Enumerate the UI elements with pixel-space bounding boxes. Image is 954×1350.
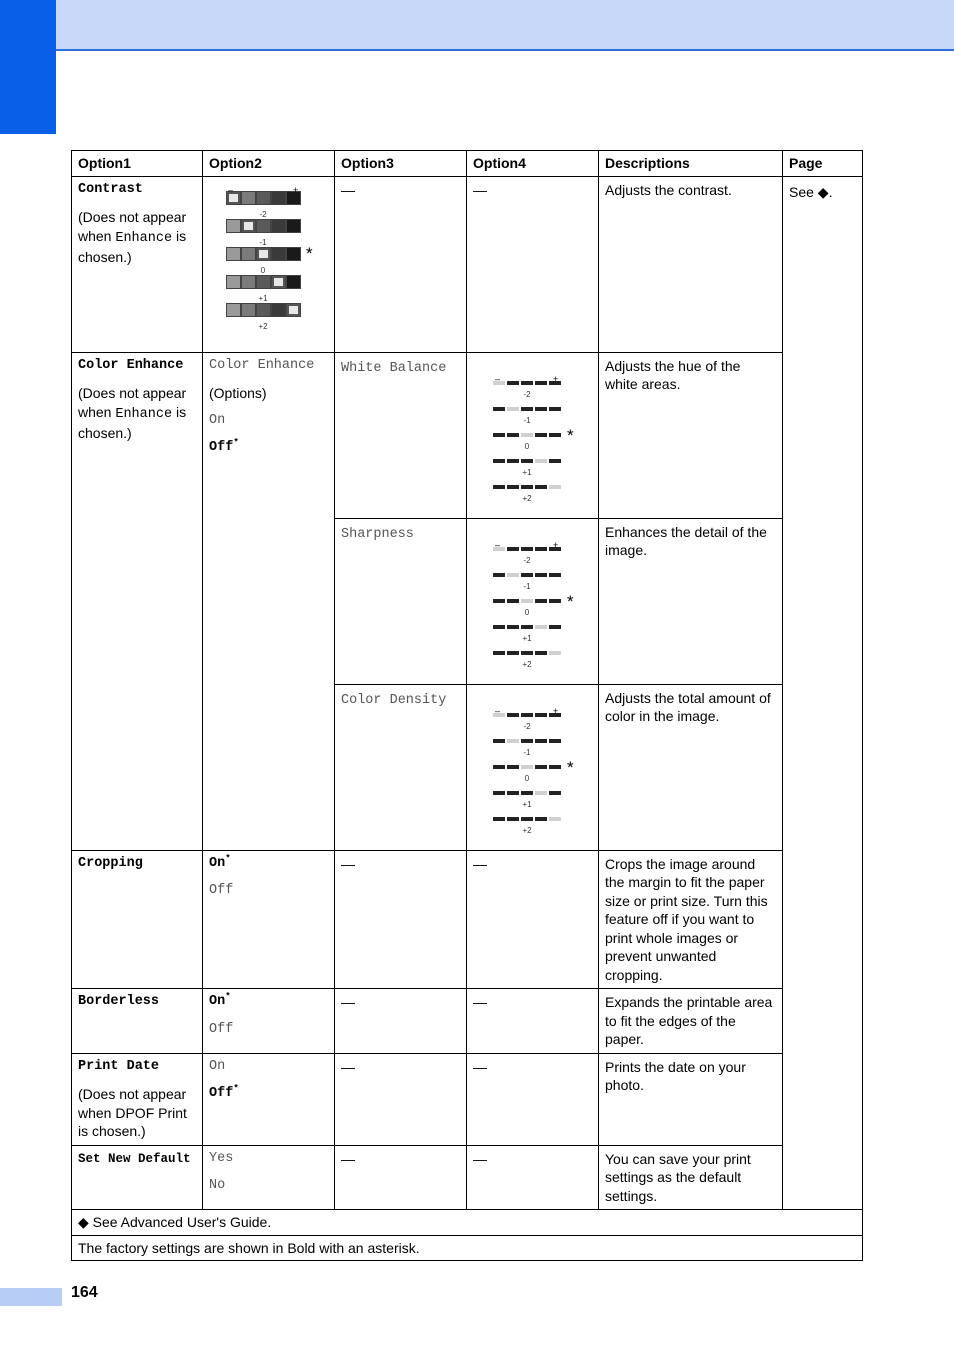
- level-label: -2: [523, 555, 531, 565]
- level-label: +2: [522, 825, 532, 835]
- white-balance-levels-cell: [467, 352, 599, 518]
- level-label: -1: [523, 415, 531, 425]
- option3-cell: —: [335, 1145, 467, 1210]
- minus-icon: –: [495, 373, 501, 384]
- contrast-swatch: [226, 219, 241, 233]
- contrast-level: [226, 184, 328, 219]
- level-segment: [549, 625, 561, 629]
- plus-icon: +: [553, 539, 559, 550]
- level-segment: [549, 459, 561, 463]
- col-header-option2: Option2: [203, 151, 335, 177]
- level-segment: [549, 599, 561, 603]
- chapter-tab: [0, 0, 56, 134]
- footnote-factory-settings: The factory settings are shown in Bold with an asterisk.: [72, 1235, 863, 1261]
- contrast-swatch: [286, 303, 301, 317]
- contrast-level-graphics: [209, 181, 328, 331]
- level-segment: [521, 407, 533, 411]
- level-segment: [535, 713, 547, 717]
- level-segment: [521, 573, 533, 577]
- contrast-swatch: [241, 219, 256, 233]
- level-segment: [549, 433, 561, 437]
- page-ref-cell: [783, 684, 863, 850]
- level-segment: [549, 765, 561, 769]
- level-slider: [493, 757, 592, 791]
- option-off-default: Off*: [209, 1083, 239, 1101]
- cropping-label: Cropping: [78, 855, 143, 871]
- contrast-swatch: [271, 191, 286, 205]
- contrast-swatch: [286, 247, 301, 261]
- level-segment: [549, 791, 561, 795]
- option1-cell: [72, 989, 203, 1054]
- contrast-levels-cell: [203, 176, 335, 352]
- options-label: (Options): [209, 385, 267, 401]
- level-segment: [493, 651, 505, 655]
- level-segment: [521, 381, 533, 385]
- option4-cell: —: [467, 176, 599, 352]
- description-cell: Crops the image around the margin to fit the paper size or print size. Turn this feature off if you want to print whole images or prevent unwanted cropping.: [599, 850, 783, 989]
- level-segment: [493, 739, 505, 743]
- option-yes: Yes: [209, 1150, 234, 1166]
- level-segment: [507, 817, 519, 821]
- sharpness-level-graphics: [473, 523, 592, 677]
- level-segment: [493, 791, 505, 795]
- level-slider: [493, 791, 592, 817]
- contrast-swatch: [226, 275, 241, 289]
- level-label: -1: [523, 581, 531, 591]
- contrast-swatch: [256, 275, 271, 289]
- level-segment: [535, 407, 547, 411]
- level-slider: [493, 573, 592, 599]
- level-segment: [521, 791, 533, 795]
- level-label: 0: [260, 265, 266, 275]
- print-date-label: Print Date: [78, 1058, 160, 1074]
- option1-cell: [72, 352, 203, 850]
- contrast-label: Contrast: [78, 181, 143, 197]
- page-ref-cell: [783, 989, 863, 1054]
- level-slider: [493, 407, 592, 433]
- level-segment: [507, 433, 519, 437]
- header-band: [56, 0, 954, 51]
- set-new-default-label: Set New Default: [78, 1151, 191, 1166]
- default-asterisk: *: [567, 425, 574, 445]
- table-row: [72, 1145, 863, 1210]
- option-on-default: On*: [209, 853, 231, 871]
- minus-icon: –: [495, 705, 501, 716]
- default-asterisk: *: [306, 243, 313, 263]
- level-segment: [549, 817, 561, 821]
- level-slider: [493, 591, 592, 625]
- footnote-see-guide: ◆ See Advanced User's Guide.: [72, 1210, 863, 1236]
- contrast-level: [226, 219, 328, 247]
- option1-cell: [72, 1145, 203, 1210]
- level-segment: [521, 459, 533, 463]
- white-balance-label: White Balance: [341, 360, 447, 376]
- level-label: -2: [523, 721, 531, 731]
- white-balance-level-graphics: [473, 357, 592, 511]
- level-label: +1: [258, 293, 268, 303]
- option2-cell: [203, 850, 335, 989]
- color-density-level-graphics: [473, 689, 592, 843]
- level-segment: [521, 765, 533, 769]
- level-segment: [507, 381, 519, 385]
- level-segment: [507, 547, 519, 551]
- level-segment: [493, 573, 505, 577]
- level-segment: [507, 791, 519, 795]
- description-cell: You can save your print settings as the default settings.: [599, 1145, 783, 1210]
- level-segment: [493, 433, 505, 437]
- level-segment: [493, 459, 505, 463]
- level-segment: [507, 573, 519, 577]
- option2-cell: [203, 1145, 335, 1210]
- level-segment: [493, 407, 505, 411]
- table-row: [72, 989, 863, 1054]
- level-segment: [535, 765, 547, 769]
- options-table: [71, 150, 863, 1261]
- borderless-label: Borderless: [78, 994, 160, 1009]
- level-slider: [493, 459, 592, 485]
- level-segment: [521, 547, 533, 551]
- description-cell: Adjusts the hue of the white areas.: [599, 352, 783, 518]
- contrast-swatch: [286, 275, 301, 289]
- level-segment: [493, 485, 505, 489]
- level-segment: [507, 625, 519, 629]
- default-asterisk: *: [567, 591, 574, 611]
- level-segment: [521, 651, 533, 655]
- option3-cell: —: [335, 850, 467, 989]
- level-slider: [493, 739, 592, 765]
- description-cell: Adjusts the contrast.: [599, 176, 783, 352]
- level-segment: [507, 459, 519, 463]
- plus-icon: +: [553, 373, 559, 384]
- level-label: 0: [524, 441, 530, 451]
- sharpness-label: Sharpness: [341, 526, 414, 542]
- level-label: +1: [522, 467, 532, 477]
- option3-cell: —: [335, 176, 467, 352]
- level-label: -1: [523, 747, 531, 757]
- level-label: +2: [522, 493, 532, 503]
- col-header-page: Page: [783, 151, 863, 177]
- option-no: No: [209, 1178, 226, 1193]
- table-row: [72, 850, 863, 989]
- level-segment: [549, 651, 561, 655]
- col-header-option3: Option3: [335, 151, 467, 177]
- level-slider: [493, 485, 592, 511]
- option-on: On: [209, 412, 226, 428]
- level-segment: [507, 485, 519, 489]
- contrast-level: [226, 275, 328, 303]
- level-segment: [535, 625, 547, 629]
- minus-icon: –: [228, 184, 234, 195]
- contrast-swatch: [256, 247, 271, 261]
- level-segment: [549, 407, 561, 411]
- color-enhance-note: (Does not appear when Enhance is chosen.): [78, 385, 187, 441]
- level-slider: [493, 625, 592, 651]
- level-segment: [535, 547, 547, 551]
- option3-cell: —: [335, 1053, 467, 1145]
- level-label: -2: [259, 209, 267, 219]
- level-label: +1: [522, 799, 532, 809]
- level-slider: [493, 539, 592, 573]
- level-segment: [521, 817, 533, 821]
- level-label: +2: [258, 321, 268, 331]
- level-segment: [521, 713, 533, 717]
- option1-cell: [72, 850, 203, 989]
- contrast-swatch: [226, 247, 241, 261]
- option-on-default: On*: [209, 991, 231, 1009]
- contrast-level: [226, 243, 328, 275]
- contrast-swatch: [256, 191, 271, 205]
- description-cell: Prints the date on your photo.: [599, 1053, 783, 1145]
- level-segment: [493, 765, 505, 769]
- level-segment: [507, 765, 519, 769]
- page-ref-cell: [783, 1053, 863, 1145]
- level-slider: [493, 817, 592, 843]
- level-segment: [507, 407, 519, 411]
- option1-cell: [72, 1053, 203, 1145]
- level-segment: [535, 485, 547, 489]
- table-row: [72, 176, 863, 352]
- color-enhance-label: Color Enhance: [78, 357, 184, 373]
- option2-cell: [203, 1053, 335, 1145]
- page-ref-cell: [783, 518, 863, 684]
- page-ref-cell: [783, 352, 863, 518]
- level-slider: [493, 425, 592, 459]
- page-ref-cell: [783, 1145, 863, 1210]
- level-segment: [521, 485, 533, 489]
- page-number: 164: [71, 1284, 98, 1301]
- level-segment: [507, 599, 519, 603]
- table-row: [72, 1053, 863, 1145]
- contrast-swatch: [271, 247, 286, 261]
- table-header-row: [72, 151, 863, 177]
- level-segment: [493, 625, 505, 629]
- level-label: +2: [522, 659, 532, 669]
- level-slider: [493, 705, 592, 739]
- color-density-label: Color Density: [341, 692, 447, 708]
- contrast-swatch: [271, 275, 286, 289]
- contrast-swatch: [241, 247, 256, 261]
- option-off-default: Off*: [209, 437, 239, 455]
- option-off: Off: [209, 883, 234, 898]
- level-segment: [535, 791, 547, 795]
- page-number-tab: [0, 1288, 62, 1306]
- contrast-swatch: [286, 219, 301, 233]
- option3-cell: [335, 518, 467, 684]
- contrast-swatch: [271, 219, 286, 233]
- sharpness-levels-cell: [467, 518, 599, 684]
- option2-cell: [203, 989, 335, 1054]
- level-label: +1: [522, 633, 532, 643]
- level-segment: [507, 713, 519, 717]
- level-slider: [493, 651, 592, 677]
- option4-cell: —: [467, 850, 599, 989]
- contrast-level: [226, 303, 328, 331]
- contrast-swatch: [241, 275, 256, 289]
- option4-cell: —: [467, 1145, 599, 1210]
- col-header-option4: Option4: [467, 151, 599, 177]
- contrast-swatch: [271, 303, 286, 317]
- description-cell: Enhances the detail of the image.: [599, 518, 783, 684]
- plus-icon: +: [553, 705, 559, 716]
- footnote-row: [72, 1235, 863, 1261]
- level-segment: [493, 599, 505, 603]
- option-off: Off: [209, 1021, 234, 1037]
- contrast-swatch: [241, 303, 256, 317]
- contrast-swatch: [256, 219, 271, 233]
- col-header-descriptions: Descriptions: [599, 151, 783, 177]
- page-ref-cell: [783, 850, 863, 989]
- page-ref: See ◆.: [789, 183, 833, 200]
- level-segment: [549, 573, 561, 577]
- level-segment: [507, 739, 519, 743]
- level-segment: [521, 599, 533, 603]
- contrast-swatch: [256, 303, 271, 317]
- default-asterisk: *: [567, 757, 574, 777]
- option2-cell: [203, 352, 335, 850]
- option3-cell: [335, 352, 467, 518]
- level-segment: [535, 599, 547, 603]
- level-segment: [493, 817, 505, 821]
- contrast-note: (Does not appear when Enhance is chosen.): [78, 209, 187, 265]
- level-segment: [549, 739, 561, 743]
- option3-cell: [335, 684, 467, 850]
- level-segment: [521, 433, 533, 437]
- col-header-option1: Option1: [72, 151, 203, 177]
- level-segment: [535, 739, 547, 743]
- level-segment: [535, 651, 547, 655]
- option4-cell: —: [467, 989, 599, 1054]
- option1-cell: [72, 176, 203, 352]
- level-segment: [549, 485, 561, 489]
- option3-cell: —: [335, 989, 467, 1054]
- page-ref-cell: [783, 176, 863, 352]
- description-cell: Expands the printable area to fit the edges of the paper.: [599, 989, 783, 1054]
- description-cell: Adjusts the total amount of color in the image.: [599, 684, 783, 850]
- footnote-row: [72, 1210, 863, 1236]
- plus-icon: +: [293, 184, 299, 195]
- contrast-swatch: [241, 191, 256, 205]
- level-label: -2: [523, 389, 531, 399]
- table-row: [72, 352, 863, 518]
- level-segment: [535, 459, 547, 463]
- level-segment: [521, 625, 533, 629]
- level-segment: [521, 739, 533, 743]
- option4-cell: —: [467, 1053, 599, 1145]
- color-enhance-option-title: Color Enhance: [209, 357, 315, 373]
- option-on: On: [209, 1058, 226, 1074]
- level-label: -1: [259, 237, 267, 247]
- level-segment: [535, 817, 547, 821]
- level-segment: [535, 433, 547, 437]
- level-segment: [535, 381, 547, 385]
- level-segment: [535, 573, 547, 577]
- level-slider: [493, 373, 592, 407]
- minus-icon: –: [495, 539, 501, 550]
- print-date-note: (Does not appear when DPOF Print is chosen.): [78, 1086, 187, 1139]
- level-label: 0: [524, 773, 530, 783]
- contrast-swatch: [226, 303, 241, 317]
- color-density-levels-cell: [467, 684, 599, 850]
- level-segment: [507, 651, 519, 655]
- level-label: 0: [524, 607, 530, 617]
